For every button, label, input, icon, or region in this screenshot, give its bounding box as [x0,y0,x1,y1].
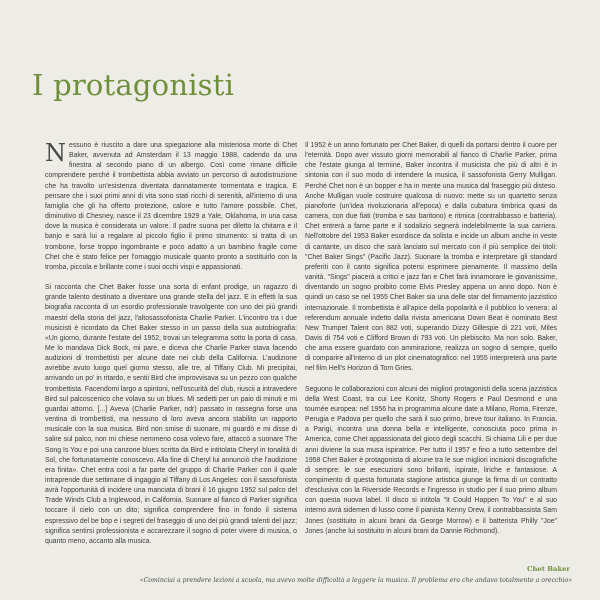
quote-author: Chet Baker [527,565,570,573]
dropcap: N [45,141,66,167]
left-paragraph-1 [45,141,297,273]
left-column [45,141,297,561]
right-paragraph-1: Il 1952 è un anno fortunato per Chet Baker, di quelli da portarsi dentro il cuore per l'eternità. Dopo aver vissuto giorni memorabili al fianco di Charlie Parker, prima che l'estate giunga al termine, Baker incontra il musicista che più di altri è in sintonia con il suo modo di intendere la musica, il sassofonista Gerry Mulligan. Perché Chet non è un bopper e ha in mente una musica dal fraseggio più disteso. Anche Mulligan vuole costruire qualcosa di nuovo: mette su un quartetto senza pianoforte (un'idea rivoluzionaria all'epoca) e dalla cubatura timbrica quasi da camera, con due fiati (tromba e sax baritono) e ritmica (contrabbasso e batteria). Chet entrerà a farne parte e il sodalizio segnerà indelebilmente la sua carriera. Nell'ottobre del 1953 Baker esordisce da solista e incide un album anche in veste di cantante, un disco che sarà lanciato sul mercato con il più semplice dei titoli: "Chet Baker Sings" (Pacific Jazz). Suonare la tromba e interpretare gli standard preferiti con il canto significa potersi esprimere pienamente. Il massimo della vanità. "Sings" piacerà a critici e jazz fan e Chet farà innamorare le giovanissime, diventando un sogno proibito come Elvis Presley appena un anno dopo. Non è quindi un caso se nel 1955 Chet Baker sia una delle star del firmamento jazzistico internazionale. Il trombettista è all'apice della popolarità e il pubblico lo venera: al referendum annuale indetto dalla rivista americana Down Beat è nominato Best New Trumpet Talent con 882 voti, superando Dizzy Gillespie di 221 voti, Miles Davis di 754 voti e Clifford Brown di 793 voti. Un plebiscito. Ma non solo. Baker, che ama essere guardato con ammirazione, realizza un sogno di sempre, quello di comparire all'interno di un plot cinematografico: nel 1955 interpreterà una parte nel film Hell's Horizon di Tom Gries. [305,142,557,373]
page-title: I protagonisti [32,68,235,102]
right-paragraph-2: Seguono le collaborazioni con alcuni dei migliori protagonisti della scena jazzistica della West Coast, tra cui Lee Konitz, Shorty Rogers e Paul Desmond e una tournée europea: nel 1956 ha in programma alcune date a Milano, Roma, Firenze, Perugia e Padova per quello che sarà il suo primo, breve tour italiano. In Francia, a Parigi, incontra una donna bella e intelligente, conosciuta poco prima in America, come Chet appassionata del gioco degli scacchi. Si chiama Lili e per due anni diviene la sua musa ispiratrice. Per tutto il 1957 e fino a tutto settembre del 1958 Chet Baker è protagonista di alcune tra le sue migliori incisioni discografiche di sempre: le sue esecuzioni sono brillanti, ispirate, liriche e fantasiose. A compimento di questa fortunata stagione artistica giunge la firma di un contratto d'esclusiva con la Riverside Records e l'ingresso in studio per il suo primo album con questa nuova label. Il disco si intitola "It Could Happen To You" e al suo interno avrà sidemen di lusso come il pianista Kenny Drew, il contrabbassista Sam Jones (sostituito in alcuni brani da George Morrow) e il batterista Philly "Joe" Jones (anche lui sostituito in alcuni brani da Dannie Richmond). [305,385,557,535]
right-column [305,141,557,561]
pull-quote: «Cominciai a prendere lezioni a scuola, ma avevo molte difficoltà a leggere la musica. Il problema era che andavo totalmente a orecchio» [139,577,572,584]
left-paragraph-1-text: essuno è riuscito a dare una spiegazione alla misteriosa morte di Chet Baker, avvenuta ad Amsterdam il 13 maggio 1988, cadendo da una finestra al secondo piano di un albergo. Così come rimane difficile comprendere perché il trombettista abbia avviato un percorso di autodistruzione che ha travolto un'esistenza diventata dannatamente tormentata e tragica. E pensare che i suoi primi anni di vita sono stati ricchi di serenità, all'interno di una famiglia che gli ha offerto protezione, calore e tutto l'amore possibile. Chet, diminutivo di Chesney, nasce il 23 dicembre 1929 a Yale, Oklahoma, in una casa dove la musica è considerata un valore. Il padre suona per diletto la chitarra e il banjo e sarà lui a regalare al piccolo figlio il primo strumento: si tratta di un trombone, forse troppo ingombrante e poco adatto a un bambino fragile come Chet che è stato felice per l'omaggio musicale quanto pronto a sostituirlo con la tromba, piccola e brillante come i suoi occhi vispi e appassionati. [45,142,297,271]
left-paragraph-2: Si racconta che Chet Baker fosse una sorta di enfant prodige, un ragazzo di grande talento destinato a diventare una grande stella del jazz. E in effetti la sua biografia racconta di un esordio professionale travolgente con uno dei più grandi maestri della storia del jazz, l'altosassofonista Charlie Parker. L'incontro tra i due musicisti è ricordato da Chet Baker stesso in un passo della sua autobiografia: «Un giorno, durante l'estate del 1952, trovai un telegramma sotto la porta di casa. Me lo mandava Dick Bock, mi pare, e diceva che Charlie Parker stava facendo audizioni di trombettisti per alcune date nei club della California. L'audizione avrebbe avuto luogo quel giorno stesso, alle tre, al Tiffany Club. Mi precipitai, arrivando un po' in ritardo, e sentii Bird che improvvisava su un pezzo con qualche trombettista. Facendomi largo a spintoni, nell'oscurità del club, riuscii a intravedere Bird sul palcoscenico che volava su un blues. Mi sedetti per un paio di minuti e mi guardai attorno. [...] Aveva (Charlie Parker, ndr) passato in rassegna forse una ventina di trombettisti, ma nessuno di loro aveva ancora stabilito un rapporto musicale con la sua musica. Bird non smise di suonare, mi guardò e mi disse di salire sul palco, non mi chiese nemmeno cosa volevo fare, attaccò a suonare The Song Is You e poi una canzone blues scritta da Bird e intitolata Cheryl in tonalità di Sol, che fortunatamente conoscevo. Alla fine di Cheryl lui annunciò che l'audizione era finita». Chet entra così a far parte del gruppo di Charlie Parker con il quale intraprende due settimane di ingaggio al Tiffany di Los Angeles: con il sassofonista avrà l'opportunità di incidere una manciata di brani il 16 giugno 1952 sul palco del Trade Winds Club a Inglewood, in California. Suonare al fianco di Parker significa toccare il cielo con un dito; significa comprendere fino in fondo il sistema espressivo del be bop e i segreti del fraseggio di uno dei più grandi talenti del jazz; significa sentirsi professionista e accarezzare il sogno di poter vivere di musica, o quanto meno, accanto alla musica. [45,284,297,545]
